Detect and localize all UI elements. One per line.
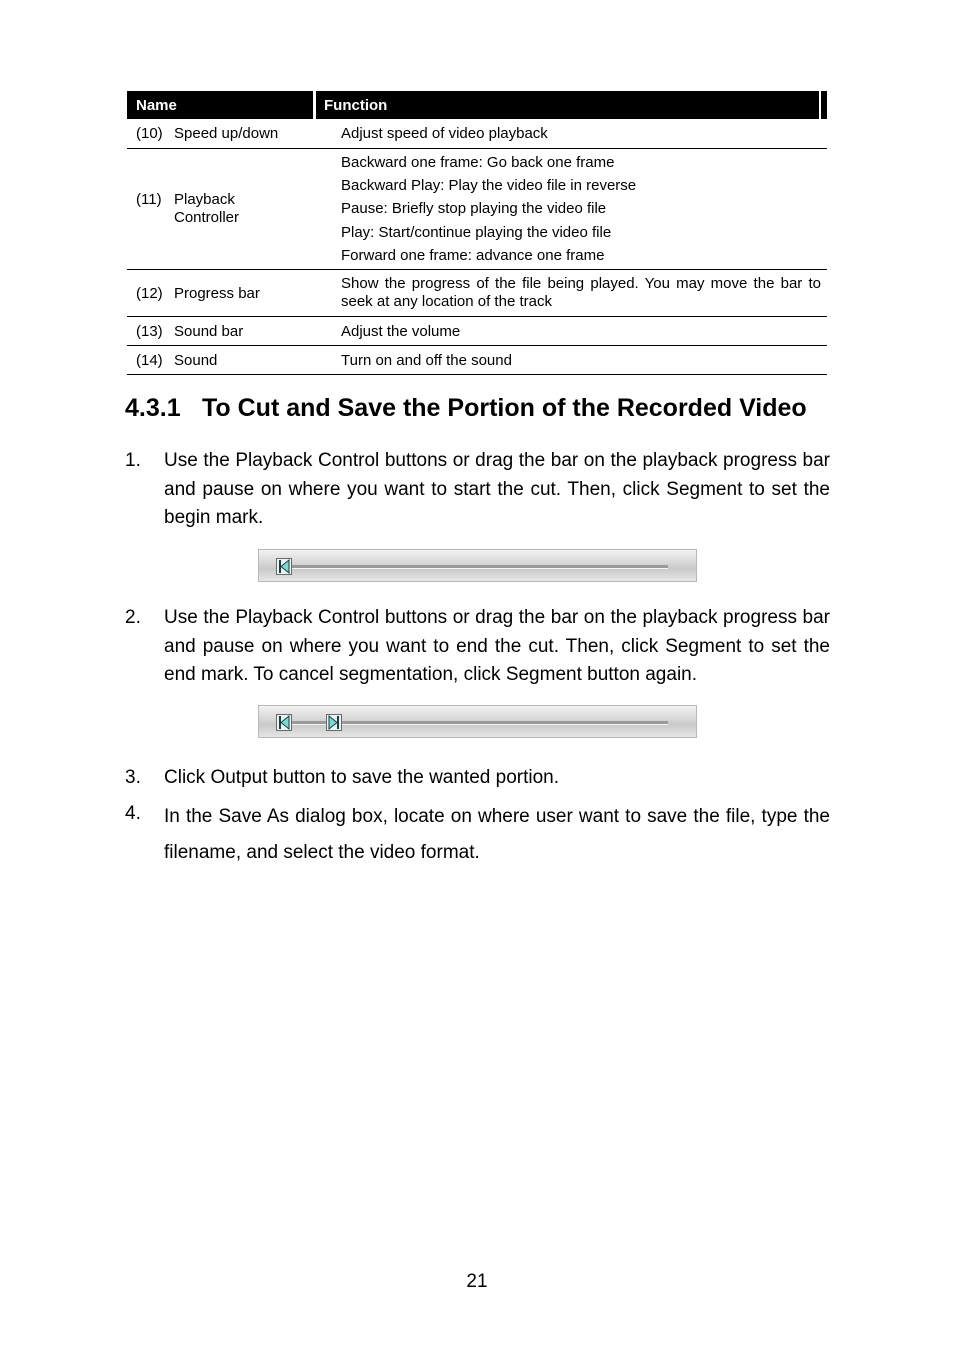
function-table <box>127 91 827 375</box>
list-item <box>125 604 830 690</box>
page-number: 21 <box>466 1271 488 1292</box>
table-row <box>127 270 827 317</box>
step-number: 1. <box>125 450 141 471</box>
list-item <box>125 799 830 871</box>
progress-track <box>291 565 668 569</box>
header-end-divider <box>819 91 821 119</box>
row-number: (12) <box>136 284 163 302</box>
row-function-line: Backward one frame: Go back one frame <box>341 153 615 171</box>
row-name: Sound <box>174 351 218 369</box>
progress-bar-end-mark-image <box>258 705 697 738</box>
table-row <box>127 346 827 375</box>
section-heading <box>125 394 807 423</box>
row-function-line: Forward one frame: advance one frame <box>341 246 605 264</box>
segment-end-mark-icon <box>326 714 342 731</box>
list-item <box>125 764 830 793</box>
row-name: Playback <box>174 191 235 208</box>
header-name: Name <box>136 96 177 114</box>
row-name-cont: Controller <box>174 209 240 226</box>
header-divider <box>313 91 316 119</box>
row-name: Speed up/down <box>174 125 279 142</box>
row-function: Turn on and off the sound <box>341 351 512 369</box>
step-text: Use the Playback Control buttons or drag the bar on the playback progress bar and pause on where you want to start the cut. Then, click Segment to set the begin mark. <box>164 450 830 529</box>
step-number: 3. <box>125 767 141 788</box>
step-text: Click Output button to save the wanted portion. <box>164 767 560 788</box>
row-function: Show the progress of the file being played. You may move the bar to seek at any location of the track <box>341 275 821 310</box>
row-number: (13) <box>136 322 163 340</box>
progress-track <box>291 721 668 725</box>
step-number: 4. <box>125 803 141 824</box>
progress-bar-begin-mark-image <box>258 549 697 582</box>
table-row <box>127 317 827 346</box>
table-row <box>127 119 827 149</box>
section-number: 4.3.1 <box>125 394 181 422</box>
step-text: Use the Playback Control buttons or drag the bar on the playback progress bar and pause on where you want to end the cut. Then, click Segment to set the end mark. To cancel segmentation, click Segment button again. <box>164 607 830 686</box>
table-header <box>127 91 827 119</box>
row-number: (14) <box>136 351 163 369</box>
row-function-line: Pause: Briefly stop playing the video file <box>341 200 607 218</box>
header-function: Function <box>324 96 388 114</box>
segment-begin-mark-icon <box>276 558 292 575</box>
list-item <box>125 447 830 533</box>
row-function: Adjust the volume <box>341 322 461 340</box>
row-number: (10) <box>136 125 163 142</box>
table-row <box>127 149 827 270</box>
row-name: Sound bar <box>174 322 244 340</box>
step-text: In the Save As dialog box, locate on where user want to save the file, type the filename, and select the video format. <box>164 806 830 863</box>
segment-begin-mark-icon <box>276 714 292 731</box>
step-number: 2. <box>125 607 141 628</box>
row-function: Adjust speed of video playback <box>341 125 548 142</box>
row-function-line: Play: Start/continue playing the video file <box>341 223 612 241</box>
row-function-line: Backward Play: Play the video file in reverse <box>341 177 637 195</box>
row-name: Progress bar <box>174 284 260 302</box>
row-number: (11) <box>136 191 162 208</box>
section-title: To Cut and Save the Portion of the Recorded Video <box>202 394 807 422</box>
